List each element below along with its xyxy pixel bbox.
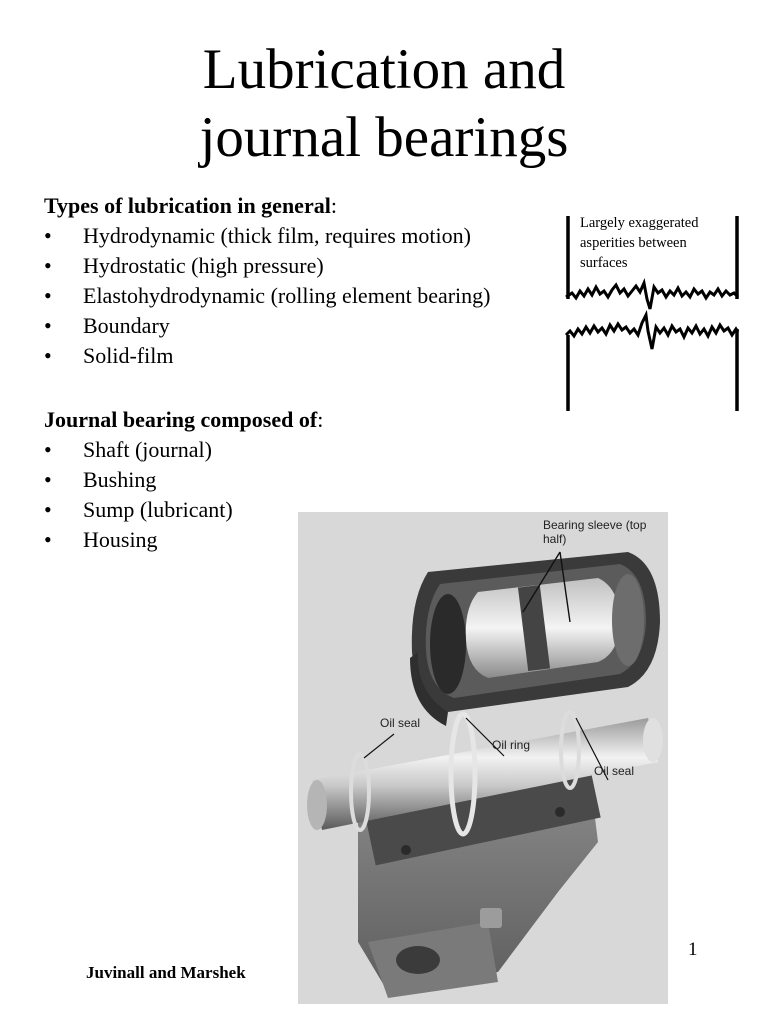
label-oil-seal-left: Oil seal [380,716,421,730]
lubrication-types-section [44,191,490,371]
list-item-text: Hydrodynamic (thick film, requires motion) [83,223,471,248]
list-item-text: Shaft (journal) [83,437,212,462]
journal-bearing-heading-text: Journal bearing composed of [44,407,318,432]
list-item [44,525,323,555]
list-item-text: Bushing [83,467,157,492]
list-item [44,465,323,495]
list-item [44,435,323,465]
lubrication-types-list [44,221,490,371]
journal-bearing-heading [44,405,323,435]
journal-bearing-list [44,435,323,555]
bullet-icon: • [44,467,52,492]
bullet-icon: • [44,437,52,462]
slide-title [0,36,768,172]
journal-bearing-heading-colon: : [317,407,324,432]
list-item-text: Solid-film [83,343,174,368]
lubrication-types-heading [44,191,490,221]
journal-bearing-section [44,405,323,555]
lubrication-types-heading-text: Types of lubrication in general [44,193,331,218]
asperity-caption: Largely exaggerated asperities between surfaces [580,215,699,271]
list-item [44,221,490,251]
list-item [44,251,490,281]
bullet-icon: • [44,527,52,552]
bullet-icon: • [44,343,52,368]
list-item-text: Sump (lubricant) [83,497,233,522]
list-item [44,341,490,371]
journal-bearing-photo [298,512,668,1004]
bullet-icon: • [44,223,52,248]
label-oil-ring: Oil ring [492,738,531,752]
page-number: 1 [688,939,698,960]
bullet-icon: • [44,497,52,522]
asperity-diagram [560,207,742,413]
lubrication-types-heading-colon: : [330,193,337,218]
list-item [44,495,323,525]
list-item-text: Elastohydrodynamic (rolling element bearing) [83,283,491,308]
journal-bearing-illustration [298,512,668,1004]
lower-surface-profile [566,315,738,349]
bullet-icon: • [44,253,52,278]
bullet-icon: • [44,313,52,338]
list-item-text: Boundary [83,313,170,338]
slide-title-line-1: Lubrication and [202,38,566,101]
list-item-text: Hydrostatic (high pressure) [83,253,324,278]
list-item [44,281,490,311]
slide-title-line-2: journal bearings [199,106,569,169]
source-credit: Juvinall and Marshek [86,963,246,982]
upper-surface-profile [566,283,738,309]
list-item-text: Housing [83,527,158,552]
label-bearing-sleeve: Bearing sleeve (top half) [543,518,647,546]
list-item [44,311,490,341]
label-oil-seal-right: Oil seal [594,764,635,778]
bullet-icon: • [44,283,52,308]
